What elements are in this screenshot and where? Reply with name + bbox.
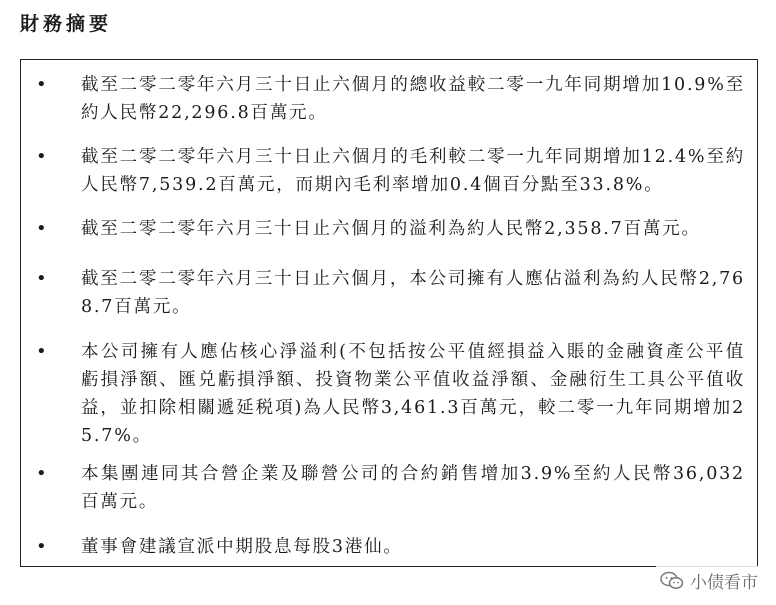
watermark xyxy=(656,566,762,595)
watermark-text: 小债看市 xyxy=(690,573,758,593)
bullet-marker: • xyxy=(36,218,47,239)
bullet-marker: • xyxy=(36,146,47,167)
bullet-marker: • xyxy=(36,536,47,557)
list-item-text: 截至二零二零年六月三十日止六個月的溢利為約人民幣2,358.7百萬元。 xyxy=(81,219,701,239)
bullet-marker: • xyxy=(36,74,47,95)
list-item-text: 截至二零二零年六月三十日止六個月，本公司擁有人應佔溢利為約人民幣2,768.7百萬元。 xyxy=(81,269,745,317)
bullet-marker: • xyxy=(36,341,47,362)
list-item-text: 本公司擁有人應佔核心淨溢利(不包括按公平值經損益入賬的金融資產公平值虧損淨額、匯兑虧損淨額、投資物業公平值收益淨額、金融衍生工具公平值收益，並扣除相關遞延税項)為人民幣3,461.3百萬元，較二零一九年同期增加25.7%。 xyxy=(81,342,745,446)
list-item-text: 董事會建議宣派中期股息每股3港仙。 xyxy=(81,537,403,557)
page-title: 財務摘要 xyxy=(20,13,113,35)
list-item-text: 截至二零二零年六月三十日止六個月的總收益較二零一九年同期增加10.9%至約人民幣22,296.8百萬元。 xyxy=(81,75,745,123)
list-item-text: 本集團連同其合營企業及聯營公司的合約銷售增加3.9%至約人民幣36,032百萬元。 xyxy=(81,464,745,512)
bullet-marker: • xyxy=(36,463,47,484)
list-item-text: 截至二零二零年六月三十日止六個月的毛利較二零一九年同期增加12.4%至約人民幣7,539.2百萬元，而期內毛利率增加0.4個百分點至33.8%。 xyxy=(81,147,745,195)
financial-summary-box xyxy=(20,59,758,567)
wechat-icon xyxy=(660,571,684,591)
bullet-marker: • xyxy=(36,268,47,289)
